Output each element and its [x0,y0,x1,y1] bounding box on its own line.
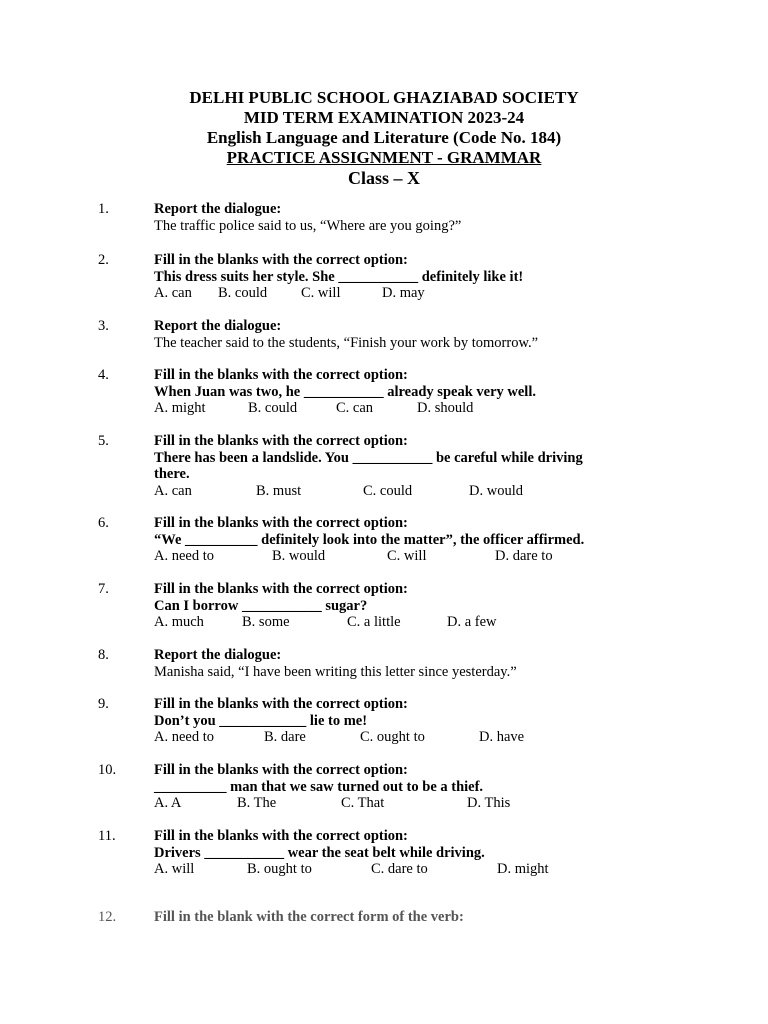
option-b: B. would [272,548,326,565]
option-d: D. dare to [495,548,553,565]
option-c: C. could [363,482,413,499]
question-text: The teacher said to the students, “Finish your work by tomorrow.” [154,334,539,351]
question-instruction: Fill in the blank with the correct form of the verb: [154,909,464,925]
question-number: 2. [98,252,109,268]
question-instruction: Fill in the blanks with the correct option: [154,696,408,712]
question-number: 12. [98,909,117,925]
options-row [154,285,614,302]
options-row [154,614,614,631]
option-a: A. much [154,614,204,631]
question-text: __________ man that we saw turned out to be a thief. [154,778,484,795]
question-text: The traffic police said to us, “Where are you going?” [154,217,462,234]
option-b: B. could [248,400,298,417]
question-instruction: Fill in the blanks with the correct option: [154,433,408,449]
question-text: Can I borrow ___________ sugar? [154,597,368,614]
school-name: DELHI PUBLIC SCHOOL GHAZIABAD SOCIETY [189,88,579,107]
option-b: B. dare [264,729,306,746]
option-c: C. can [336,400,374,417]
option-a: A. A [154,795,182,812]
question-number: 5. [98,433,109,449]
option-d: D. a few [447,614,497,631]
question-text: When Juan was two, he ___________ already speak very well. [154,383,536,400]
option-b: B. could [218,285,268,302]
option-c: C. will [301,285,341,302]
option-a: A. can [154,285,192,302]
option-a: A. need to [154,548,214,565]
exam-title: MID TERM EXAMINATION 2023-24 [243,108,525,127]
option-c: C. dare to [371,861,428,878]
options-row [154,548,614,565]
question-text: There has been a landslide. You ___________ be careful while driving there. [154,449,583,483]
option-c: C. will [387,548,427,565]
option-b: B. some [242,614,290,631]
question-instruction: Fill in the blanks with the correct option: [154,252,408,268]
question-instruction: Fill in the blanks with the correct option: [154,828,408,844]
question-text: Manisha said, “I have been writing this letter since yesterday.” [154,663,517,680]
question-number: 6. [98,515,109,531]
option-d: D. should [417,400,474,417]
option-c: C. a little [347,614,401,631]
question-instruction: Report the dialogue: [154,647,282,663]
question-instruction: Report the dialogue: [154,318,282,334]
option-a: A. can [154,482,192,499]
option-a: A. might [154,400,206,417]
question-text: “We __________ definitely look into the matter”, the officer affirmed. [154,531,585,548]
question-instruction: Fill in the blanks with the correct option: [154,762,408,778]
question-instruction: Report the dialogue: [154,201,282,217]
question-number: 1. [98,201,109,217]
option-a: A. need to [154,729,214,746]
document-header [0,88,768,188]
question-number: 11. [98,828,116,844]
options-row [154,483,614,500]
question-instruction: Fill in the blanks with the correct option: [154,367,408,383]
options-row [154,861,614,878]
question-number: 7. [98,581,109,597]
option-b: B. ought to [247,861,312,878]
options-row [154,795,614,812]
options-row [154,729,614,746]
question-text: Drivers ___________ wear the seat belt while driving. [154,844,485,861]
question-instruction: Fill in the blanks with the correct option: [154,581,408,597]
option-d: D. This [467,795,511,812]
options-row [154,400,614,417]
question-number: 3. [98,318,109,334]
option-d: D. would [469,482,523,499]
option-c: C. ought to [360,729,425,746]
class-label: Class – X [347,168,420,188]
option-b: B. The [237,795,277,812]
option-a: A. will [154,861,195,878]
assignment-title: PRACTICE ASSIGNMENT - GRAMMAR [226,148,542,167]
question-text: This dress suits her style. She ___________ definitely like it! [154,268,524,285]
option-d: D. have [479,729,525,746]
question-number: 10. [98,762,117,778]
question-number: 8. [98,647,109,663]
option-d: D. may [382,285,425,302]
option-b: B. must [256,482,302,499]
subject-title: English Language and Literature (Code No. 184) [206,128,562,147]
option-c: C. That [341,795,385,812]
question-text: Don’t you ____________ lie to me! [154,712,368,729]
question-number: 9. [98,696,109,712]
option-d: D. might [497,861,549,878]
question-instruction: Fill in the blanks with the correct option: [154,515,408,531]
question-number: 4. [98,367,109,383]
